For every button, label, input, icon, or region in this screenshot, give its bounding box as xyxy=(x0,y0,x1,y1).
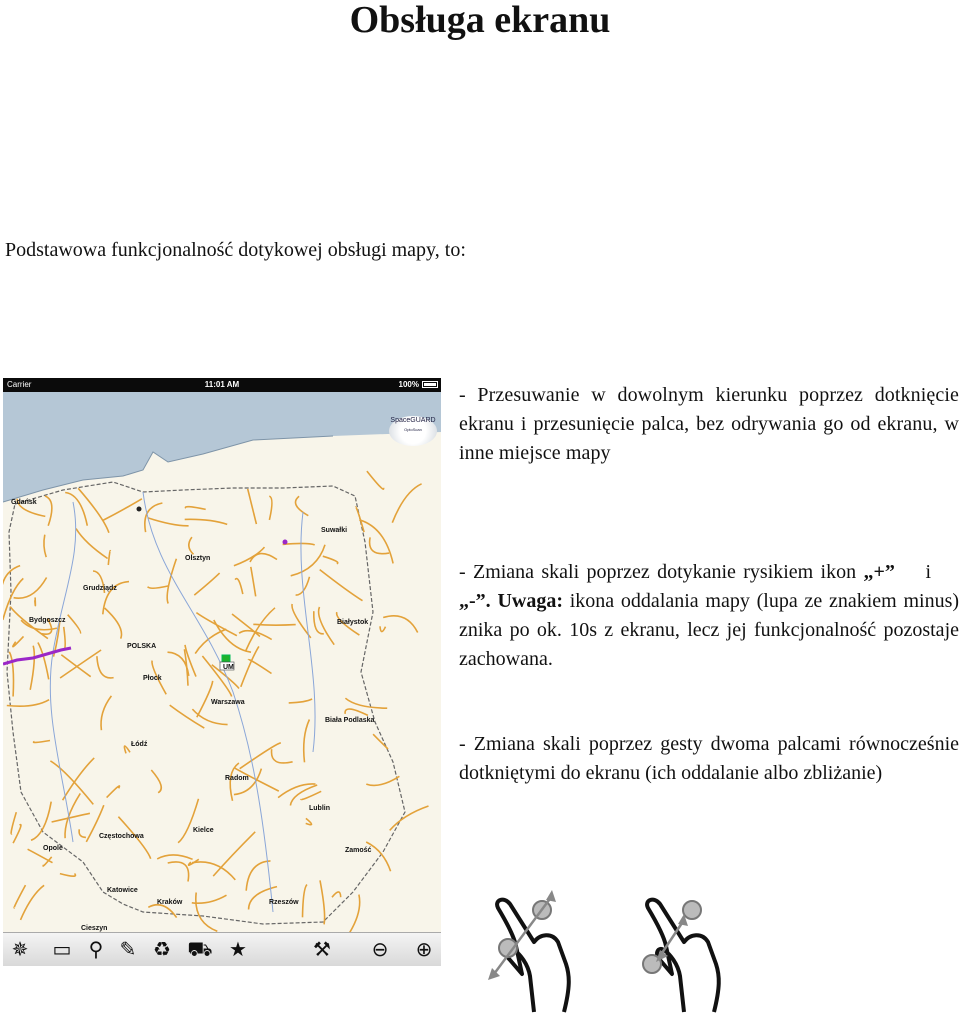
road-segment xyxy=(295,496,308,516)
search-icon[interactable]: ⚲ xyxy=(88,937,104,961)
clock: 11:01 AM xyxy=(204,380,240,389)
battery-icon xyxy=(422,381,438,388)
road-segment xyxy=(235,579,243,594)
road-segment xyxy=(332,892,341,897)
road-segment xyxy=(148,518,189,526)
road-segment xyxy=(248,489,257,524)
road-segment xyxy=(168,862,189,882)
road-segment xyxy=(306,818,312,824)
logo-sub: OptoScan xyxy=(404,427,422,432)
map-toolbar xyxy=(3,932,441,966)
road-segment xyxy=(320,570,363,601)
city-label: Łódź xyxy=(131,741,148,748)
road-segment xyxy=(35,597,36,605)
road-segment xyxy=(178,799,198,843)
road-segment xyxy=(345,698,387,708)
road-segment xyxy=(380,626,386,631)
city-label: Cieszyn xyxy=(81,925,108,932)
road-segment xyxy=(213,832,255,876)
city-label: Kraków xyxy=(157,899,183,906)
road-segment xyxy=(367,471,384,489)
road-segment xyxy=(45,496,52,526)
gps-marker xyxy=(222,655,230,662)
recycle-icon[interactable]: ♻ xyxy=(153,937,171,961)
road-segment xyxy=(63,758,95,800)
road-segment xyxy=(31,802,51,841)
city-label: Rzeszów xyxy=(269,899,299,906)
city-label: Radom xyxy=(225,775,249,782)
road-segment xyxy=(304,720,310,763)
road-segment xyxy=(52,813,90,822)
road-segment xyxy=(11,812,16,834)
road-segment xyxy=(30,646,34,690)
paragraph-zoom-icons xyxy=(459,558,959,674)
zoom-out-icon[interactable]: ⊖ xyxy=(371,937,389,961)
p2-rest: ikona oddalania mapy (lupa ze znakiem minus) znika po ok. 10s z ekranu, lecz jej funkcjonalność pozostaje zachowana. xyxy=(459,590,960,670)
p2-lead: - Zmiana skali poprzez dotykanie rysikiem ikon xyxy=(459,561,857,583)
road-segment xyxy=(13,825,21,843)
road-segment xyxy=(170,705,205,728)
pen-icon[interactable]: ✎ xyxy=(119,937,137,961)
road-segment xyxy=(390,806,429,830)
intro-text: Podstawowa funkcjonalność dotykowej obsługi mapy, to: xyxy=(5,239,466,261)
battery-percent: 100% xyxy=(398,380,419,389)
river-segment xyxy=(50,502,75,842)
plus-quote: „+” xyxy=(863,561,895,583)
road-segment xyxy=(68,615,81,634)
road-segment xyxy=(196,613,237,636)
road-segment xyxy=(246,861,270,891)
city-label: Częstochowa xyxy=(99,833,144,840)
road-segment xyxy=(102,499,141,521)
compass-icon[interactable]: ✵ xyxy=(11,937,29,961)
map-screenshot xyxy=(3,378,441,966)
road-segment xyxy=(251,567,256,597)
poi-marker xyxy=(137,507,142,512)
road-segment xyxy=(196,893,218,932)
road-segment xyxy=(383,616,418,633)
spaceguard-logo xyxy=(389,416,437,446)
road-segment xyxy=(9,652,13,697)
road-segment xyxy=(250,554,277,562)
road-segment xyxy=(65,493,87,526)
road-segment xyxy=(272,749,293,763)
road-segment xyxy=(392,484,421,523)
tools-icon[interactable]: ⚒ xyxy=(313,937,331,961)
paragraph-pan: - Przesuwanie w dowolnym kierunku poprzez dotknięcie ekranu i przesunięcie palca, bez odrywania go od ekranu, w inne miejsce mapy xyxy=(459,384,959,464)
road-segment xyxy=(319,607,335,645)
road-segment xyxy=(60,874,76,877)
road-segment xyxy=(289,699,312,703)
city-label: Warszawa xyxy=(211,699,245,706)
logo-name: SpaceGUARD xyxy=(390,417,436,424)
road-segment xyxy=(301,791,321,799)
road-segment xyxy=(345,709,368,715)
route-track xyxy=(3,648,71,664)
carrier-label: Carrier xyxy=(7,380,32,389)
river-segment xyxy=(301,512,315,752)
gps-label: UM xyxy=(223,664,234,671)
basket-icon[interactable]: ⛟ xyxy=(187,937,213,961)
city-label: Bydgoszcz xyxy=(29,617,66,624)
status-bar xyxy=(3,378,441,392)
road-segment xyxy=(291,545,325,576)
city-label: Opole xyxy=(43,845,63,852)
road-segment xyxy=(192,895,227,903)
road-segment xyxy=(101,696,111,730)
city-label: Białystok xyxy=(337,619,369,626)
road-segment xyxy=(3,566,20,611)
city-label: Kielce xyxy=(193,827,214,834)
poi-marker-2 xyxy=(283,540,288,545)
road-segment xyxy=(79,829,86,837)
road-segment xyxy=(240,743,281,769)
city-label: POLSKA xyxy=(127,643,157,650)
road-segment xyxy=(245,608,275,652)
minus-quote: „-”. xyxy=(459,590,491,612)
city-label: Płock xyxy=(143,675,162,682)
road-segment xyxy=(105,608,122,639)
road-segment xyxy=(64,627,65,650)
road-segment xyxy=(60,650,101,678)
paragraph-pinch: - Zmiana skali poprzez gesty dwoma palcami równocześnie dotkniętymi do ekranu (ich oddalanie albo zbliżanie) xyxy=(459,733,959,784)
pinch-open-gesture-icon xyxy=(488,890,569,1012)
city-labels xyxy=(11,499,375,932)
road-segment xyxy=(194,573,219,595)
page-title: Obsługa ekranu xyxy=(349,0,611,41)
city-label: Suwałki xyxy=(321,527,348,534)
road-segment xyxy=(366,776,399,785)
city-label: Gdańsk xyxy=(11,499,37,506)
city-label: Lublin xyxy=(309,805,330,812)
road-segment xyxy=(107,786,120,798)
road-segment xyxy=(189,537,194,554)
road-segment xyxy=(370,537,390,553)
computer-icon[interactable]: ▭ xyxy=(52,937,72,961)
road-segment xyxy=(283,543,315,544)
road-segment xyxy=(124,746,130,753)
road-segment xyxy=(234,547,265,566)
road-segment xyxy=(76,529,108,559)
road-segment xyxy=(269,496,272,520)
road-segment xyxy=(148,905,176,918)
road-segment xyxy=(13,636,24,646)
road-segment xyxy=(7,700,49,707)
road-segment xyxy=(320,880,325,924)
city-label: Zamość xyxy=(345,847,372,854)
map-view[interactable] xyxy=(3,392,441,932)
road-segment xyxy=(185,519,228,524)
road-segment xyxy=(157,855,192,859)
baltic-sea xyxy=(3,392,441,502)
city-label: Grudziądz xyxy=(83,585,117,592)
road-segment xyxy=(21,885,45,920)
road-segment xyxy=(303,885,308,918)
and-word: i xyxy=(925,561,932,583)
road-segment xyxy=(108,551,110,565)
gesture-illustrations xyxy=(474,884,774,1018)
road-segment xyxy=(14,578,47,599)
pinch-close-gesture-icon xyxy=(643,900,719,1012)
road-segment xyxy=(323,556,338,564)
road-segment xyxy=(239,631,272,640)
star-icon[interactable]: ★ xyxy=(229,937,247,961)
road-segment xyxy=(192,862,235,880)
road-segment xyxy=(44,535,46,557)
city-label: Biała Podlaska xyxy=(325,717,375,724)
road-segment xyxy=(38,643,49,680)
city-label: Katowice xyxy=(107,887,138,894)
map-canvas[interactable] xyxy=(3,392,441,932)
zoom-in-icon[interactable]: ⊕ xyxy=(415,937,433,961)
road-segment xyxy=(348,895,359,932)
warning-label: Uwaga: xyxy=(497,590,563,612)
river-network xyxy=(50,492,315,912)
city-label: Olsztyn xyxy=(185,555,211,562)
road-segment xyxy=(3,578,23,620)
road-segment xyxy=(185,507,205,510)
road-segment xyxy=(34,741,50,743)
road-segment xyxy=(373,734,388,749)
road-segment xyxy=(50,761,93,805)
road-segment xyxy=(14,885,25,908)
road-segment xyxy=(151,770,161,793)
country-border xyxy=(7,482,405,924)
road-segment xyxy=(253,624,295,625)
road-segment xyxy=(97,656,114,678)
road-segment xyxy=(148,586,169,588)
